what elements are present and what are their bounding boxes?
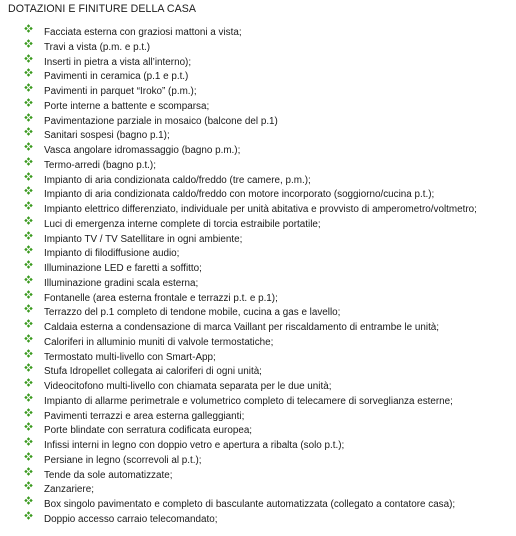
- list-item: [0, 361, 477, 376]
- diamond-bullet-icon: [24, 245, 33, 254]
- diamond-bullet-icon: [24, 349, 33, 358]
- list-item: [0, 332, 477, 347]
- list-item: [0, 391, 477, 406]
- diamond-bullet-icon: [24, 496, 33, 505]
- list-item: [0, 199, 477, 214]
- list-item: [0, 184, 477, 199]
- list-item: [0, 479, 477, 494]
- list-item: [0, 317, 477, 332]
- list-item: [0, 258, 477, 273]
- list-item-text: Zanzariere;: [44, 484, 94, 496]
- list-item-text: Terrazzo del p.1 completo di tendone mobile, cucina a gas e lavello;: [44, 307, 341, 319]
- list-item-text: Pavimenti in parquet “Iroko” (p.m.);: [44, 86, 197, 97]
- list-item: [0, 140, 477, 155]
- list-item: [0, 155, 477, 170]
- list-item: [0, 170, 477, 185]
- list-item-text: Vasca angolare idromassaggio (bagno p.m.);: [44, 145, 241, 156]
- list-item: [0, 229, 477, 244]
- list-item-text: Illuminazione LED e faretti a soffitto;: [44, 263, 202, 274]
- list-item-text: Infissi interni in legno con doppio vetro e apertura a ribalta (solo p.t.);: [44, 440, 345, 451]
- list-item: [0, 81, 477, 96]
- list-item-text: Porte interne a battente e scomparsa;: [44, 100, 210, 112]
- diamond-bullet-icon: [24, 231, 33, 240]
- list-item: [0, 96, 477, 111]
- diamond-bullet-icon: [24, 216, 33, 225]
- list-item-text: Caldaia esterna a condensazione di marca Vaillant per riscaldamento di entrambe le unità;: [44, 322, 440, 333]
- list-item-text: Porte blindate con serratura codificata europea;: [44, 425, 253, 437]
- diamond-bullet-icon: [24, 393, 33, 402]
- diamond-bullet-icon: [24, 98, 33, 107]
- list-item: [0, 111, 477, 126]
- list-item-text: Fontanelle (area esterna frontale e terrazzi p.t. e p.1);: [44, 292, 278, 304]
- list-item: [0, 450, 477, 465]
- diamond-bullet-icon: [24, 334, 33, 343]
- list-item: [0, 509, 477, 524]
- diamond-bullet-icon: [24, 142, 33, 151]
- diamond-bullet-icon: [24, 304, 33, 313]
- diamond-bullet-icon: [24, 172, 33, 181]
- list-item-text: Impianto di aria condizionata caldo/freddo (tre camere, p.m.);: [44, 174, 311, 186]
- diamond-bullet-icon: [24, 186, 33, 195]
- list-item-text: Doppio accesso carraio telecomandato;: [44, 513, 218, 525]
- section-title: DOTAZIONI E FINITURE DELLA CASA: [8, 3, 196, 15]
- list-item: [0, 243, 477, 258]
- list-item-text: Sanitari sospesi (bagno p.1);: [44, 130, 170, 142]
- list-item: [0, 52, 477, 67]
- list-item: [0, 465, 477, 480]
- diamond-bullet-icon: [24, 481, 33, 490]
- list-item: [0, 22, 477, 37]
- list-item-text: Termostato multi-livello con Smart-App;: [44, 351, 216, 363]
- diamond-bullet-icon: [24, 363, 33, 372]
- diamond-bullet-icon: [24, 422, 33, 431]
- diamond-bullet-icon: [24, 290, 33, 299]
- diamond-bullet-icon: [24, 113, 33, 122]
- diamond-bullet-icon: [24, 467, 33, 476]
- diamond-bullet-icon: [24, 157, 33, 166]
- list-item-text: Persiane in legno (scorrevoli al p.t.);: [44, 454, 202, 466]
- list-item-text: Luci di emergenza interne complete di torcia estraibile portatile;: [44, 218, 321, 230]
- list-item: [0, 37, 477, 52]
- diamond-bullet-icon: [24, 54, 33, 63]
- diamond-bullet-icon: [24, 319, 33, 328]
- list-item: [0, 420, 477, 435]
- list-item-text: Inserti in pietra a vista all’interno);: [44, 56, 192, 68]
- features-list: [0, 22, 477, 524]
- list-item: [0, 435, 477, 450]
- diamond-bullet-icon: [24, 39, 33, 48]
- diamond-bullet-icon: [24, 260, 33, 269]
- list-item: [0, 288, 477, 303]
- list-item: [0, 406, 477, 421]
- diamond-bullet-icon: [24, 378, 33, 387]
- list-item-text: Videocitofono multi-livello con chiamata separata per le due unità;: [44, 381, 332, 392]
- diamond-bullet-icon: [24, 24, 33, 33]
- list-item-text: Pavimenti terrazzi e area esterna galleggianti;: [44, 410, 245, 422]
- list-item: [0, 302, 477, 317]
- list-item: [0, 347, 477, 362]
- diamond-bullet-icon: [24, 201, 33, 210]
- list-item-text: Impianto TV / TV Satellitare in ogni ambiente;: [44, 233, 243, 245]
- list-item: [0, 214, 477, 229]
- diamond-bullet-icon: [24, 511, 33, 520]
- diamond-bullet-icon: [24, 437, 33, 446]
- list-item-text: Caloriferi in alluminio muniti di valvole termostatiche;: [44, 336, 274, 348]
- list-item-text: Travi a vista (p.m. e p.t.): [44, 41, 151, 53]
- list-item: [0, 494, 477, 509]
- list-item-text: Pavimenti in ceramica (p.1 e p.t.): [44, 71, 189, 83]
- list-item-text: Impianto di allarme perimetrale e volumetrico completo di telecamere di sorveglianza esterne;: [44, 395, 453, 407]
- list-item-text: Impianto di aria condizionata caldo/freddo con motore incorporato (soggiorno/cucina p.t.);: [44, 189, 435, 201]
- diamond-bullet-icon: [24, 83, 33, 92]
- list-item-text: Pavimentazione parziale in mosaico (balcone del p.1): [44, 115, 278, 127]
- diamond-bullet-icon: [24, 275, 33, 284]
- diamond-bullet-icon: [24, 452, 33, 461]
- list-item-text: Termo-arredi (bagno p.t.);: [44, 159, 156, 171]
- diamond-bullet-icon: [24, 408, 33, 417]
- list-item-text: Facciata esterna con graziosi mattoni a vista;: [44, 27, 242, 38]
- list-item-text: Tende da sole automatizzate;: [44, 469, 173, 481]
- list-item: [0, 66, 477, 81]
- list-item: [0, 125, 477, 140]
- list-item-text: Illuminazione gradini scala esterna;: [44, 277, 199, 289]
- list-item-text: Box singolo pavimentato e completo di basculante automatizzata (collegato a contatore casa);: [44, 499, 456, 510]
- list-item: [0, 273, 477, 288]
- list-item-text: Stufa Idropellet collegata ai caloriferi di ogni unità;: [44, 366, 262, 378]
- diamond-bullet-icon: [24, 68, 33, 77]
- list-item-text: Impianto elettrico differenziato, individuale per unità abitativa e provvisto di amperometro/voltmetro;: [44, 204, 477, 215]
- list-item-text: Impianto di filodiffusione audio;: [44, 248, 180, 260]
- diamond-bullet-icon: [24, 127, 33, 136]
- list-item: [0, 376, 477, 391]
